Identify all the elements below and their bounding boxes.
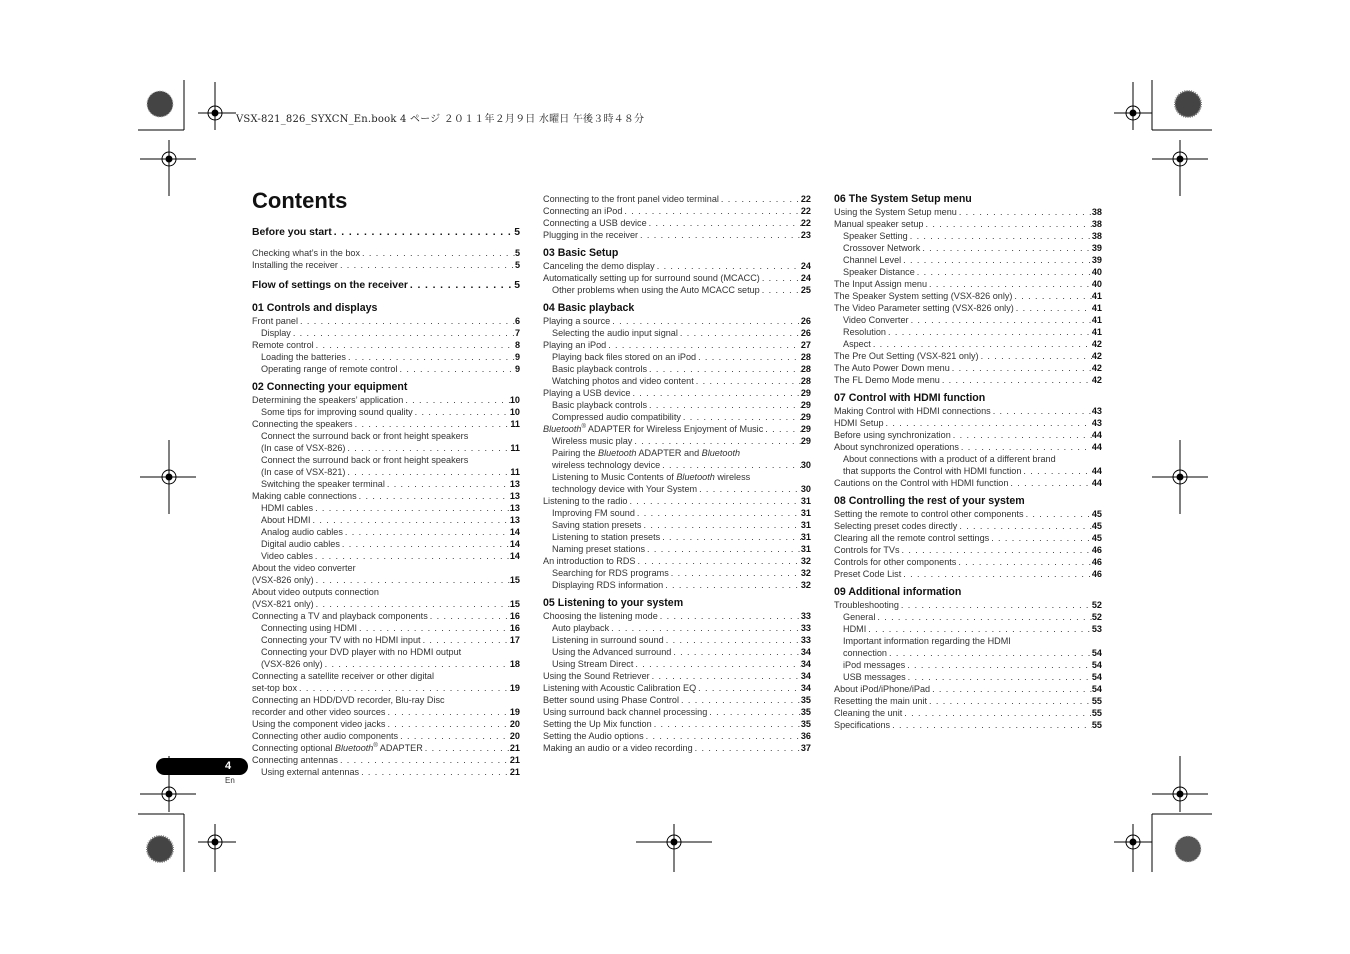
section-heading: 01 Controls and displays: [252, 302, 378, 314]
toc-entry[interactable]: set-top box . . . 19: [252, 682, 520, 694]
toc-entry[interactable]: Speaker Setting . . . 38: [834, 230, 1102, 242]
toc-entry[interactable]: General . . . 52: [834, 611, 1102, 623]
toc-entry[interactable]: Playing a source . . . 26: [543, 315, 811, 327]
toc-entry[interactable]: technology device with Your System . . . 30: [543, 483, 811, 495]
toc-entry[interactable]: Operating range of remote control . . . 9: [252, 363, 520, 375]
toc-entry[interactable]: Basic playback controls . . . 28: [543, 363, 811, 375]
section-heading: 08 Controlling the rest of your system: [834, 495, 1025, 507]
section-heading: 02 Connecting your equipment: [252, 381, 408, 393]
toc-column-2: [543, 193, 811, 754]
page-title: Contents: [252, 188, 348, 213]
toc-entry[interactable]: Connecting a USB device . . . 22: [543, 217, 811, 229]
toc-entry[interactable]: Setting the Audio options . . . 36: [543, 730, 811, 742]
toc-entry[interactable]: Switching the speaker terminal . . . 13: [252, 478, 520, 490]
toc-entry[interactable]: Cleaning the unit . . . 55: [834, 707, 1102, 719]
toc-entry[interactable]: Using the Sound Retriever . . . 34: [543, 670, 811, 682]
toc-entry[interactable]: Controls for TVs . . . 46: [834, 544, 1102, 556]
toc-entry[interactable]: Plugging in the receiver . . . 23: [543, 229, 811, 241]
toc-entry[interactable]: Digital audio cables . . . 14: [252, 538, 520, 550]
toc-entry[interactable]: Listening to the radio . . . 31: [543, 495, 811, 507]
section-heading: 05 Listening to your system: [543, 597, 684, 609]
toc-entry[interactable]: Better sound using Phase Control . . . 35: [543, 694, 811, 706]
toc-entry[interactable]: USB messages . . . 54: [834, 671, 1102, 683]
toc-entry[interactable]: Selecting the audio input signal . . . 26: [543, 327, 811, 339]
toc-entry[interactable]: Video Converter . . . 41: [834, 314, 1102, 326]
toc-entry-line[interactable]: Connecting an HDD/DVD recorder, Blu-ray Disc: [252, 695, 445, 705]
toc-entry[interactable]: Before you start . . . 5: [252, 226, 520, 239]
toc-entry[interactable]: that supports the Control with HDMI function . . . 44: [834, 465, 1102, 477]
toc-entry[interactable]: Choosing the listening mode . . . 33: [543, 610, 811, 622]
toc-entry[interactable]: Connecting antennas . . . 21: [252, 754, 520, 766]
toc-entry[interactable]: HDMI . . . 53: [834, 623, 1102, 635]
toc-entry[interactable]: (VSX-826 only) . . . 18: [252, 658, 520, 670]
toc-entry[interactable]: Preset Code List . . . 46: [834, 568, 1102, 580]
toc-entry[interactable]: Flow of settings on the receiver . . . 5: [252, 279, 520, 292]
section-heading: 06 The System Setup menu: [834, 193, 972, 205]
toc-entry[interactable]: Controls for other components . . . 46: [834, 556, 1102, 568]
toc-entry[interactable]: Installing the receiver . . . 5: [252, 259, 520, 271]
toc-entry[interactable]: Display . . . 7: [252, 327, 520, 339]
toc-entry[interactable]: Connecting a TV and playback components . . . 16: [252, 610, 520, 622]
toc-entry[interactable]: The FL Demo Mode menu . . . 42: [834, 374, 1102, 386]
toc-entry[interactable]: Resetting the main unit . . . 55: [834, 695, 1102, 707]
toc-entry[interactable]: The Video Parameter setting (VSX-826 only) . . . 41: [834, 302, 1102, 314]
toc-entry[interactable]: Connecting other audio components . . . 20: [252, 730, 520, 742]
section-heading: 04 Basic playback: [543, 302, 635, 314]
toc-entry[interactable]: The Input Assign menu . . . 40: [834, 278, 1102, 290]
toc-entry[interactable]: Using the component video jacks . . . 20: [252, 718, 520, 730]
toc-entry[interactable]: Canceling the demo display . . . 24: [543, 260, 811, 272]
toc-entry[interactable]: recorder and other video sources . . . 19: [252, 706, 520, 718]
toc-entry[interactable]: Channel Level . . . 39: [834, 254, 1102, 266]
toc-entry[interactable]: The Pre Out Setting (VSX-821 only) . . . 42: [834, 350, 1102, 362]
toc-entry[interactable]: About iPod/iPhone/iPad . . . 54: [834, 683, 1102, 695]
toc-entry[interactable]: Some tips for improving sound quality . . . 10: [252, 406, 520, 418]
toc-entry[interactable]: The Speaker System setting (VSX-826 only) . . . 41: [834, 290, 1102, 302]
toc-entry[interactable]: Connecting to the front panel video terminal . . . 22: [543, 193, 811, 205]
toc-entry[interactable]: (VSX-821 only) . . . 15: [252, 598, 520, 610]
toc-entry-line[interactable]: About video outputs connection: [252, 587, 379, 597]
toc-entry[interactable]: iPod messages . . . 54: [834, 659, 1102, 671]
toc-entry[interactable]: Selecting preset codes directly . . . 45: [834, 520, 1102, 532]
toc-entry[interactable]: Other problems when using the Auto MCACC setup . . . 25: [543, 284, 811, 296]
toc-entry[interactable]: Basic playback controls . . . 29: [543, 399, 811, 411]
toc-entry[interactable]: Listening to station presets . . . 31: [543, 531, 811, 543]
toc-entry-line[interactable]: Important information regarding the HDMI: [843, 636, 1011, 646]
toc-column-1: [252, 226, 520, 778]
toc-entry-line[interactable]: Listening to Music Contents of Bluetooth wireless: [552, 472, 751, 482]
toc-entry-line[interactable]: About connections with a product of a different brand: [843, 454, 1056, 464]
toc-entry[interactable]: Compressed audio compatibility . . . 29: [543, 411, 811, 423]
toc-entry-line[interactable]: About the video converter: [252, 563, 356, 573]
toc-entry[interactable]: Connecting using HDMI . . . 16: [252, 622, 520, 634]
toc-entry[interactable]: Making an audio or a video recording . . . 37: [543, 742, 811, 754]
toc-entry[interactable]: Listening in surround sound . . . 33: [543, 634, 811, 646]
toc-entry[interactable]: Using Stream Direct . . . 34: [543, 658, 811, 670]
toc-entry[interactable]: Video cables . . . 14: [252, 550, 520, 562]
toc-entry[interactable]: Troubleshooting . . . 52: [834, 599, 1102, 611]
toc-entry[interactable]: The Auto Power Down menu . . . 42: [834, 362, 1102, 374]
toc-entry-line[interactable]: Pairing the Bluetooth ADAPTER and Bluetooth: [552, 448, 741, 458]
toc-entry[interactable]: Displaying RDS information . . . 32: [543, 579, 811, 591]
toc-entry[interactable]: Remote control . . . 8: [252, 339, 520, 351]
toc-entry[interactable]: Automatically setting up for surround sound (MCACC) . . . 24: [543, 272, 811, 284]
toc-entry[interactable]: Using external antennas . . . 21: [252, 766, 520, 778]
toc-entry[interactable]: (VSX-826 only) . . . 15: [252, 574, 520, 586]
toc-entry[interactable]: Wireless music play . . . 29: [543, 435, 811, 447]
toc-entry[interactable]: An introduction to RDS . . . 32: [543, 555, 811, 567]
language-code: En: [225, 776, 235, 785]
toc-entry[interactable]: (In case of VSX-821) . . . 11: [252, 466, 520, 478]
toc-entry[interactable]: Front panel . . . 6: [252, 315, 520, 327]
toc-entry[interactable]: Resolution . . . 41: [834, 326, 1102, 338]
toc-entry[interactable]: Loading the batteries . . . 9: [252, 351, 520, 363]
toc-entry[interactable]: (In case of VSX-826) . . . 11: [252, 442, 520, 454]
toc-entry[interactable]: Checking what’s in the box . . . 5: [252, 247, 520, 259]
toc-entry[interactable]: Determining the speakers’ application . . . 10: [252, 394, 520, 406]
toc-entry[interactable]: Making cable connections . . . 13: [252, 490, 520, 502]
page-number: 4: [224, 760, 232, 772]
toc-entry[interactable]: Using the Advanced surround . . . 34: [543, 646, 811, 658]
toc-entry[interactable]: Setting the Up Mix function . . . 35: [543, 718, 811, 730]
toc-entry[interactable]: Improving FM sound . . . 31: [543, 507, 811, 519]
toc-entry[interactable]: Listening with Acoustic Calibration EQ . . . 34: [543, 682, 811, 694]
toc-entry[interactable]: Clearing all the remote control settings . . . 45: [834, 532, 1102, 544]
toc-entry[interactable]: wireless technology device . . . 30: [543, 459, 811, 471]
toc-column-3: [834, 193, 1102, 731]
toc-entry[interactable]: Analog audio cables . . . 14: [252, 526, 520, 538]
toc-entry[interactable]: Connecting your TV with no HDMI input . . . 17: [252, 634, 520, 646]
toc-entry[interactable]: Saving station presets . . . 31: [543, 519, 811, 531]
toc-entry[interactable]: Setting the remote to control other components . . . 45: [834, 508, 1102, 520]
toc-entry-bluetooth-adapter[interactable]: Connecting optional Bluetooth® ADAPTER . . . 21: [252, 742, 520, 754]
toc-entry-line[interactable]: Connecting a satellite receiver or other digital: [252, 671, 434, 681]
toc-entry[interactable]: Crossover Network . . . 39: [834, 242, 1102, 254]
section-heading: 03 Basic Setup: [543, 247, 619, 259]
toc-entry[interactable]: connection . . . 54: [834, 647, 1102, 659]
print-header: VSX-821_826_SYXCN_En.book 4 ページ ２０１１年２月９日 水曜日 午後３時４８分: [236, 114, 645, 125]
toc-entry-line[interactable]: Connect the surround back or front height speakers: [261, 455, 469, 465]
toc-entry[interactable]: Cautions on the Control with HDMI function . . . 44: [834, 477, 1102, 489]
toc-entry[interactable]: Using the System Setup menu . . . 38: [834, 206, 1102, 218]
toc-entry[interactable]: Using surround back channel processing . . . 35: [543, 706, 811, 718]
toc-entry[interactable]: Speaker Distance . . . 40: [834, 266, 1102, 278]
toc-entry[interactable]: About HDMI . . . 13: [252, 514, 520, 526]
toc-entry[interactable]: Auto playback . . . 33: [543, 622, 811, 634]
toc-entry[interactable]: Connecting the speakers . . . 11: [252, 418, 520, 430]
toc-entry[interactable]: Searching for RDS programs . . . 32: [543, 567, 811, 579]
toc-entry[interactable]: Naming preset stations . . . 31: [543, 543, 811, 555]
toc-entry[interactable]: Connecting an iPod . . . 22: [543, 205, 811, 217]
section-heading: 07 Control with HDMI function: [834, 392, 986, 404]
toc-entry[interactable]: Specifications . . . 55: [834, 719, 1102, 731]
toc-entry[interactable]: Aspect . . . 42: [834, 338, 1102, 350]
toc-entry[interactable]: Playing back files stored on an iPod . . . 28: [543, 351, 811, 363]
toc-entry-line[interactable]: Connect the surround back or front height speakers: [261, 431, 469, 441]
toc-entry-line[interactable]: Connecting your DVD player with no HDMI output: [261, 647, 462, 657]
toc-entry[interactable]: HDMI Setup . . . 43: [834, 417, 1102, 429]
page-number-badge: [156, 758, 248, 775]
toc-entry-bluetooth-adapter[interactable]: Bluetooth® ADAPTER for Wireless Enjoyment of Music . . . 29: [543, 423, 811, 435]
toc-entry[interactable]: Playing a USB device . . . 29: [543, 387, 811, 399]
toc-entry[interactable]: Watching photos and video content . . . 28: [543, 375, 811, 387]
toc-entry[interactable]: About synchronized operations . . . 44: [834, 441, 1102, 453]
section-heading: 09 Additional information: [834, 586, 962, 598]
toc-entry[interactable]: Playing an iPod . . . 27: [543, 339, 811, 351]
toc-entry[interactable]: Before using synchronization . . . 44: [834, 429, 1102, 441]
toc-entry[interactable]: Making Control with HDMI connections . . . 43: [834, 405, 1102, 417]
toc-entry[interactable]: Manual speaker setup . . . 38: [834, 218, 1102, 230]
toc-entry[interactable]: HDMI cables . . . 13: [252, 502, 520, 514]
